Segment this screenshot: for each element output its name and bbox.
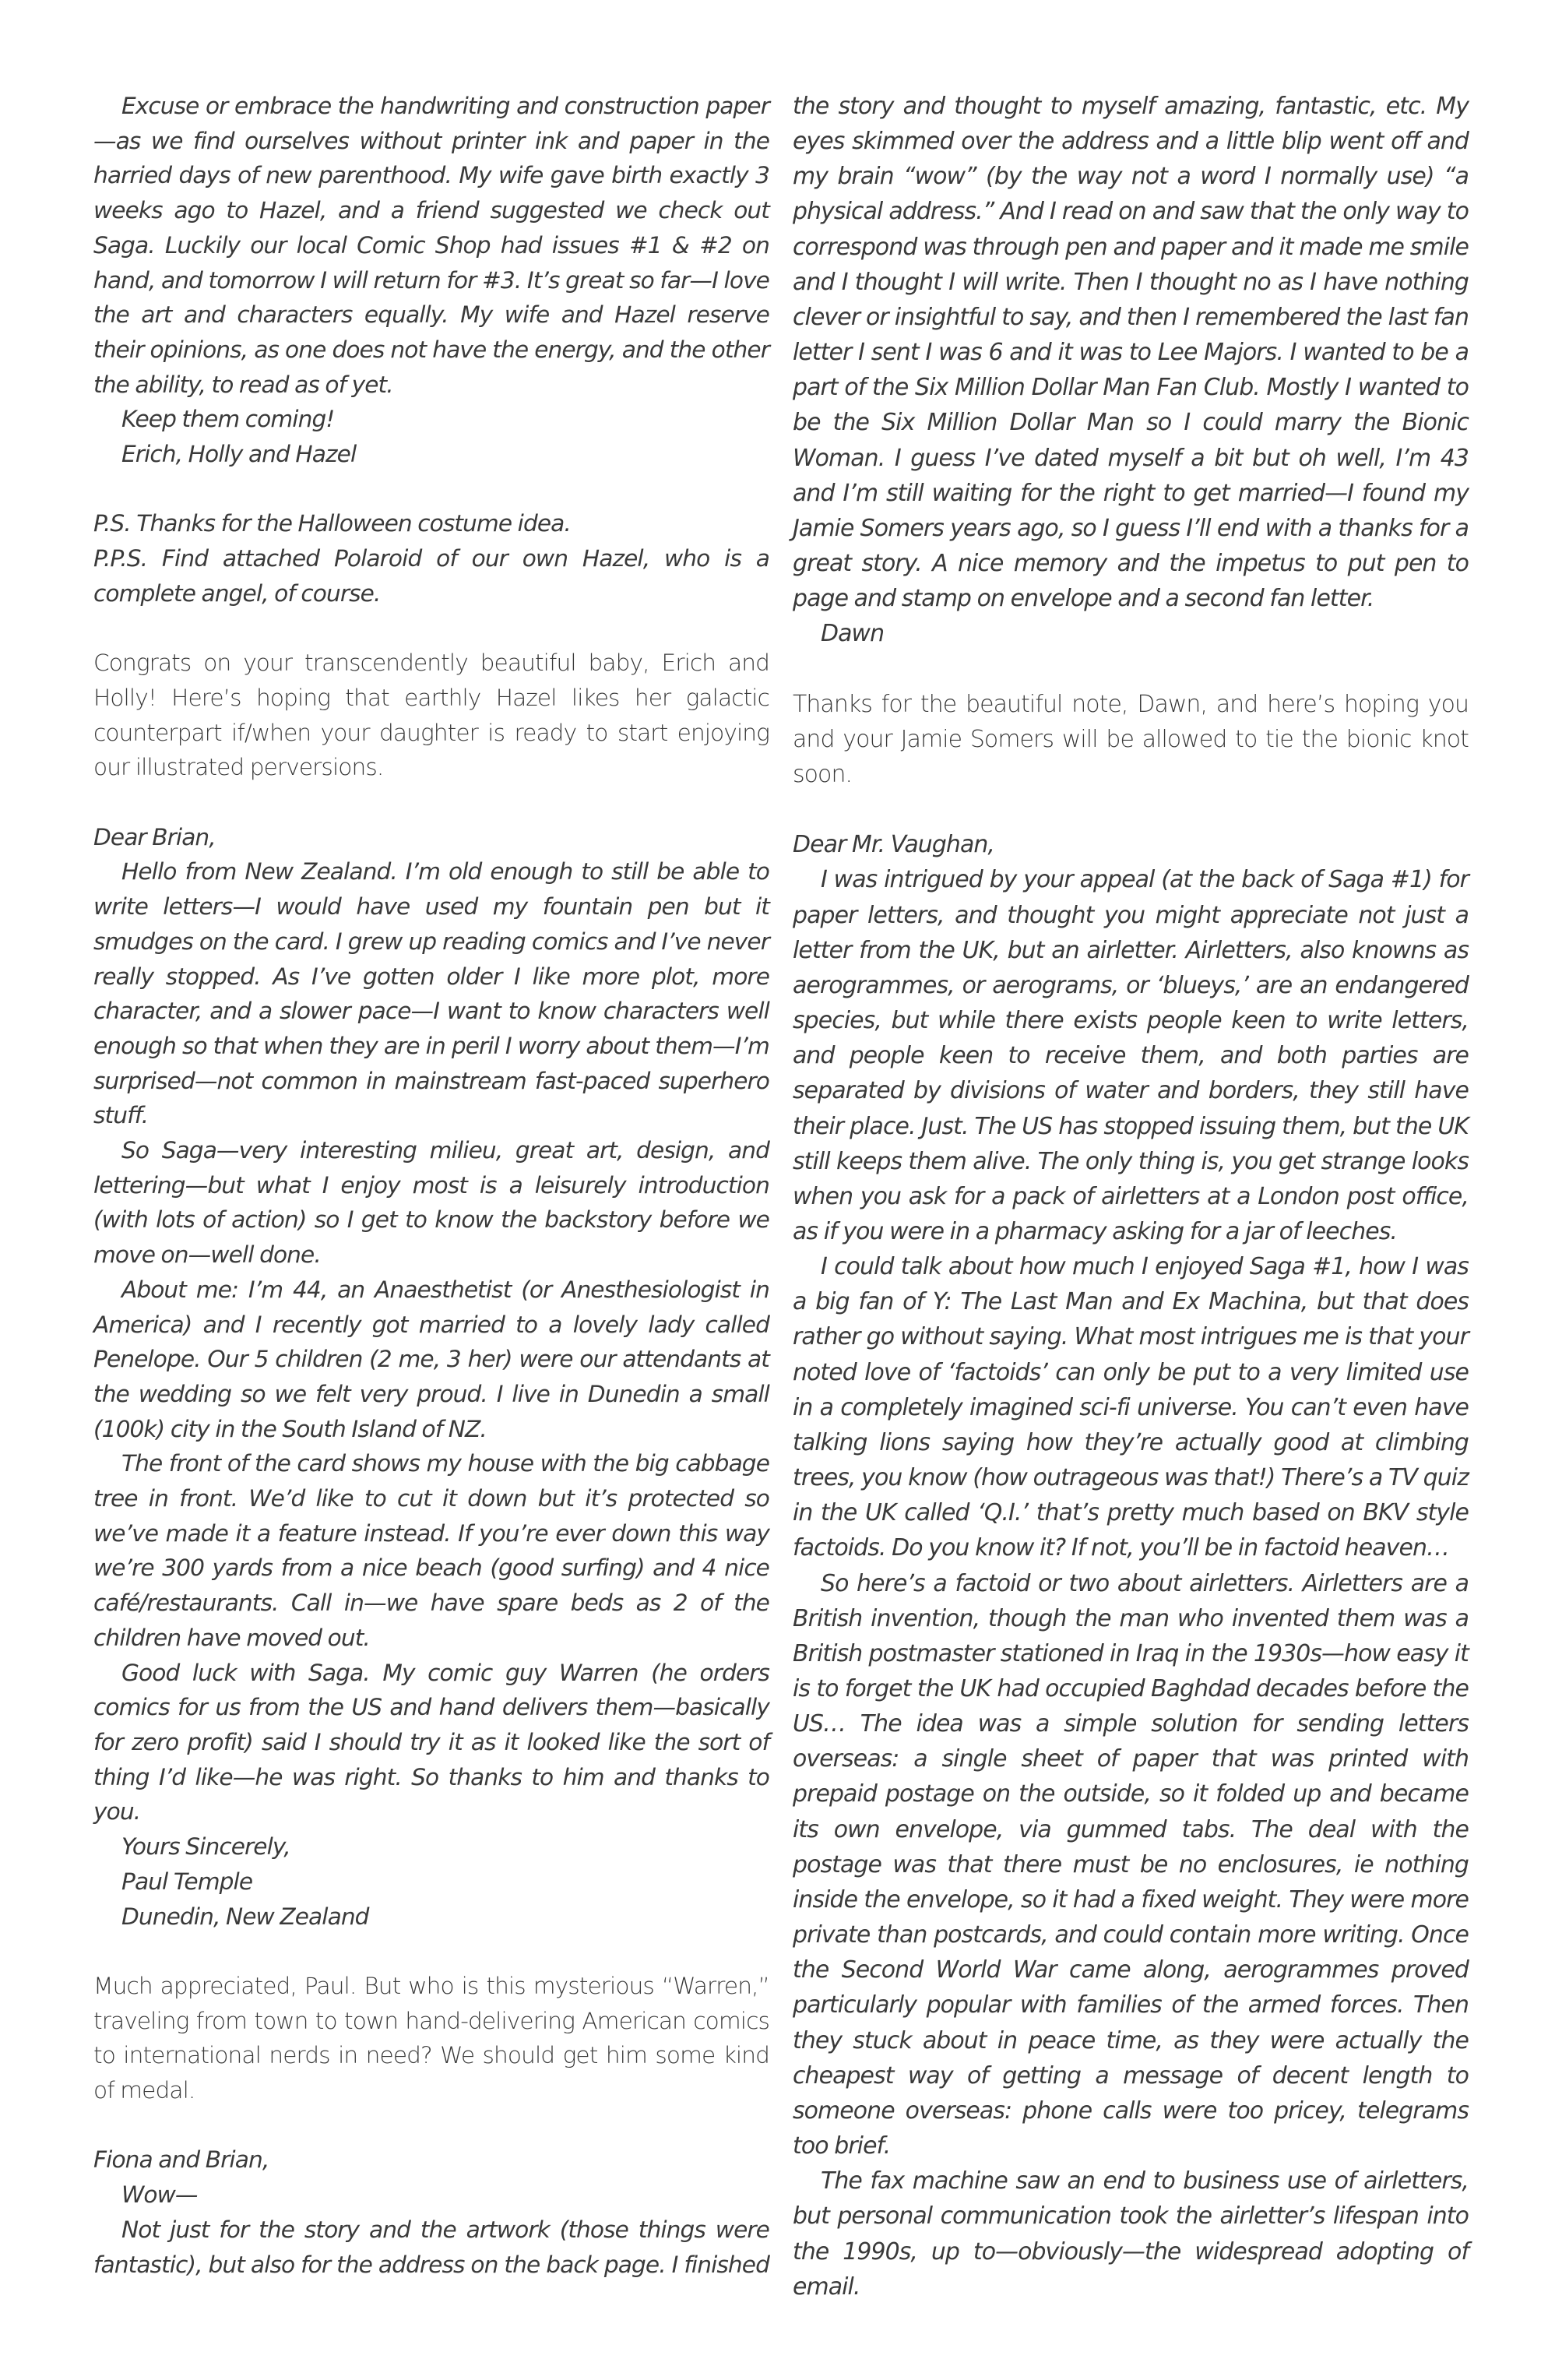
letter-paul-paragraph: About me: I’m 44, an Anaesthetist (or Anesthesiologist in America) and I recently got married to a lovely lady called Penelope. Our 5 children (2 me, 3 her) were our attendants at the wedding so we felt very proud. I live in Dunedin a small (100k) city in the South Island of NZ. xyxy=(93,1276,769,1442)
letter-erich-ps: P.S. Thanks for the Halloween costume idea. xyxy=(93,510,571,537)
letter-paul-name: Paul Temple xyxy=(121,1868,253,1895)
letter-uk-paragraph: So here’s a factoid or two about airletters. Airletters are a British invention, though the man who invented them was a British postmaster stationed in Iraq in the 1930s—how easy it is to forget the UK had occupied Baghdad decades before the US… The idea was a simple solution for sending letters overseas: a single sheet of paper that was printed with prepaid postage on the outside, so it folded up and became its own envelope, via gummed tabs. The deal with the postage was that there must be no enclosures, ie nothing inside the envelope, so it had a fixed weight. They were more private than postcards, and could contain more writing. Once the Second World War came along, aerogrammes proved particularly popular with families of the armed forces. Then they stuck about in peace time, as they were actually the cheapest way of getting a message of decent length to someone overseas: phone calls were too pricey, telegrams too brief. xyxy=(793,1569,1469,2160)
letter-erich-closing: Keep them coming! xyxy=(121,406,335,433)
spacer xyxy=(93,472,769,507)
letter-uk-paragraph: I could talk about how much I enjoyed Saga #1, how I was a big fan of Y: The Last Man and Ex Machina, but that does rather go without saying. What most intrigues me is that your noted love of ‘factoids’ can only be put to a very limited use in a completely imagined sci-fi universe. You can’t even have talking lions saying how they’re actually good at climbing trees, you know (how outrageous was that!) There’s a TV quiz in the UK called ‘Q.I.’ that’s pretty much based on BKV style factoids. Do you know it? If not, you’ll be in factoid heaven… xyxy=(793,1253,1469,1562)
spacer xyxy=(93,1934,769,1969)
letter-dawn-paragraph: Not just for the story and the artwork (those things were fantastic), but also for the address on the back page. I finished xyxy=(93,2216,769,2278)
letter-dawn-salutation: Fiona and Brian, xyxy=(93,2146,269,2174)
letter-uk-paragraph: I was intrigued by your appeal (at the back of Saga #1) for paper letters, and thought you might appreciate not just a letter from the UK, but an airletter. Airletters, also knowns as aerogrammes, or aerograms, or ‘blueys,’ are an endangered species, but while there exists people keen to write letters, and people keen to receive them, and both parties are separated by divisions of water and borders, they still have their place. Just. The US has stopped issuing them, but the UK still keeps them alive. The only thing is, you get strange looks when you ask for a pack of airletters at a London post office, as if you were in a pharmacy asking for a jar of leeches. xyxy=(793,866,1469,1245)
letter-paul-paragraph: Hello from New Zealand. I’m old enough to still be able to write letters—I would have used my fountain pen but it smudges on the card. I grew up reading comics and I’ve never really stopped. As I’ve gotten older I like more plot, more character, and a slower pace—I want to know characters well enough so that when they are in peril I worry about them—I’m surprised—not common in mainstream fast-paced superhero stuff. xyxy=(93,858,769,1129)
reply-paul: Much appreciated, Paul. But who is this mysterious “Warren,” traveling from town to town hand-delivering American comics to international nerds in need? We should get him some kind of medal. xyxy=(93,1972,769,2104)
letter-erich-signature: Erich, Holly and Hazel xyxy=(121,441,357,468)
letter-erich-body: Excuse or embrace the handwriting and construction paper—as we find ourselves without printer ink and paper in the harried days of new parenthood. My wife gave birth exactly 3 weeks ago to Hazel, and a friend suggested we check out Saga. Luckily our local Comic Shop had issues #1 & #2 on hand, and tomorrow I will return for #3. It’s great so far—I love the art and characters equally. My wife and Hazel reserve their opinions, as one does not have the energy, and the other the ability, to read as of yet. xyxy=(93,93,769,398)
letter-paul-paragraph: So Saga—very interesting milieu, great art, design, and lettering—but what I enjoy most is a leisurely introduction (with lots of action) so I get to know the backstory before we move on—well done. xyxy=(93,1137,769,1269)
reply-erich: Congrats on your transcendently beautiful baby, Erich and Holly! Here’s hoping that earthly Hazel likes her galactic counterpart if/when your daughter is ready to start enjoying our illustrated perversions. xyxy=(93,650,769,781)
letter-dawn-signature: Dawn xyxy=(821,620,885,648)
spacer xyxy=(793,792,1469,827)
letter-paul-place: Dunedin, New Zealand xyxy=(121,1903,369,1930)
spacer xyxy=(793,652,1469,687)
letter-paul-closing: Yours Sincerely, xyxy=(121,1833,290,1861)
spacer xyxy=(93,2108,769,2143)
letter-dawn-opening: Wow— xyxy=(121,2181,198,2209)
spacer xyxy=(93,611,769,646)
letter-paul-paragraph: The front of the card shows my house with the big cabbage tree in front. We’d like to cut it down but it’s protected so we’ve made it a feature instead. If you’re ever down this way we’re 300 yards from a nice beach (good surfing) and 4 nice café/restaurants. Call in—we have spare beds as 2 of the children have moved out. xyxy=(93,1450,769,1651)
letter-dawn-continued: the story and thought to myself amazing, fantastic, etc. My eyes skimmed over the address and a little blip went off and my brain “wow” (by the way not a word I normally use) “a physical address.” And I read on and saw that the only way to correspond was through pen and paper and it made me smile and I thought I will write. Then I thought no as I have nothing clever or insightful to say, and then I remembered the last fan letter I sent I was 6 and it was to Lee Majors. I wanted to be a part of the Six Million Dollar Man Fan Club. Mostly I wanted to be the Six Million Dollar Man so I could marry the Bionic Woman. I guess I’ve dated myself a bit but oh well, I’m 43 and I’m still waiting for the right to get married—I found my Jamie Somers years ago, so I guess I’ll end with a thanks for a great story. A nice memory and the impetus to put pen to page and stamp on envelope and a second fan letter. xyxy=(793,93,1469,613)
letter-uk-salutation: Dear Mr. Vaughan, xyxy=(793,831,995,859)
letter-erich-pps: P.P.S. Find attached Polaroid of our own Hazel, who is a complete angel, of course. xyxy=(93,545,769,607)
letter-uk-paragraph: The fax machine saw an end to business use of airletters, but personal communication took the airletter’s lifespan into the 1990s, up to—obviously—the widespread adopting of email. xyxy=(793,2167,1469,2301)
letter-paul-salutation: Dear Brian, xyxy=(93,823,216,850)
left-column xyxy=(93,89,769,2282)
spacer xyxy=(93,785,769,820)
reply-dawn: Thanks for the beautiful note, Dawn, and here’s hoping you and your Jamie Somers will be allowed to tie the bionic knot soon. xyxy=(793,690,1469,788)
right-column xyxy=(793,89,1469,2304)
letter-paul-paragraph: Good luck with Saga. My comic guy Warren (he orders comics for us from the US and hand delivers them—basically for zero profit) said I should try it as it looked like the sort of thing I’d like—he was right. So thanks to him and thanks to you. xyxy=(93,1659,769,1825)
